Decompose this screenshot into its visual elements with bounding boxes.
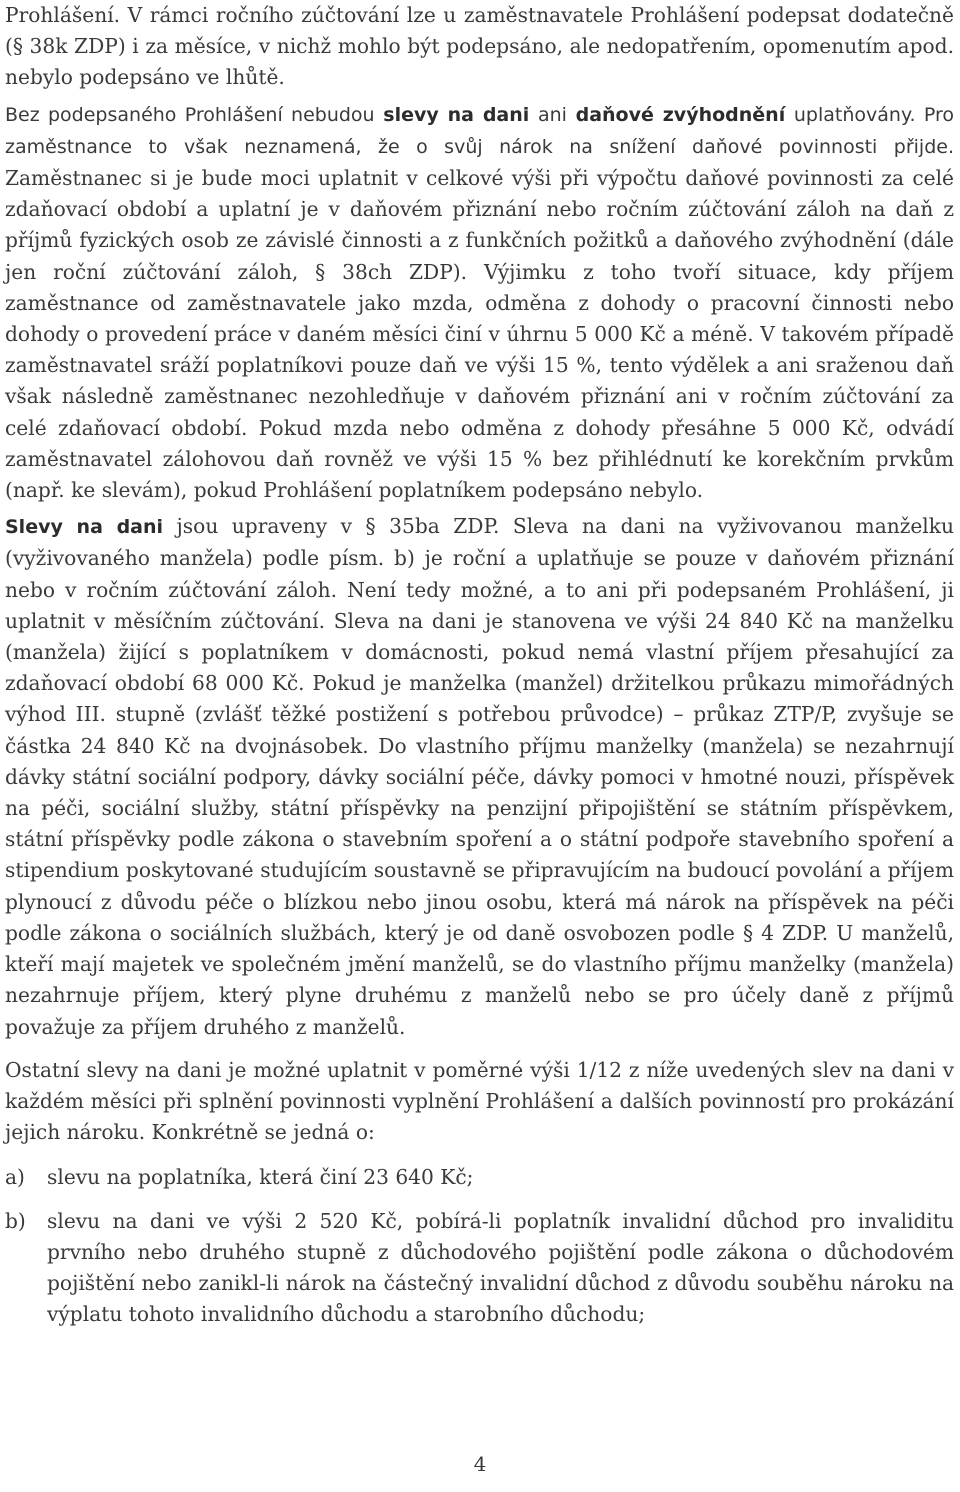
list-item xyxy=(5,1206,954,1331)
bold-term-slevy-heading: Slevy na dani xyxy=(5,516,164,539)
paragraph-2 xyxy=(5,99,954,507)
list-item-text: slevu na poplatníka, která činí 23 640 Kč; xyxy=(47,1165,474,1190)
page-number: 4 xyxy=(473,1452,487,1476)
list-marker: a) xyxy=(5,1165,25,1190)
paragraph-4: Ostatní slevy na dani je možné uplatnit v poměrné výši 1/12 z níže uvedených slev na dani v každém měsíci při splnění povinnosti vyplnění Prohlášení a dalších povinností pro prokázání jejich nároku. Konkrétně se jedná o: xyxy=(5,1057,954,1145)
paragraph-2-mid: ani xyxy=(537,103,567,126)
list-item xyxy=(5,1162,954,1193)
bold-term-slevy: slevy na dani xyxy=(383,103,530,126)
discount-list xyxy=(5,1162,954,1330)
list-item-text: slevu na dani ve výši 2 520 Kč, pobírá-li poplatník invalidní důchod pro invaliditu prvního nebo druhého stupně z důchodového pojištění podle zákona o důchodovém pojištění nebo zanikl-li nárok na částečný invalidní důchod z důvodu souběhu nároku na výplatu tohoto invalidního důchodu a starobního důchodu; xyxy=(47,1208,954,1327)
paragraph-2-continuation: Zaměstnanec si je bude moci uplatnit v celkové výši při výpočtu daňové povinnosti za celé zdaňovací období a uplatní je v daňovém přiznání nebo ročním zúčtování záloh na daň z příjmů fyzických osob ze závislé činnosti a z funkčních požitků a daňového zvýhodnění (dále jen roční zúčtování záloh, § 38ch ZDP). Výjimku z toho tvoří situace, kdy příjem zaměstnance od zaměstnavatele jako mzda, odměna z dohody o pracovní činnosti nebo dohody o provedení práce v daném měsíci činí v úhrnu 5 000 Kč a méně. V takovém případě zaměstnavatel sráží poplatníkovi pouze daň ve výši 15 %, tento výdělek a ani sraženou daň však následně zaměstnanec nezohledňuje v daňovém přiznání ani v ročním zúčtování za celé zdaňovací období. Pokud mzda nebo odměna z dohody přesáhne 5 000 Kč, odvádí zaměstnavatel zálohovou daň rovněž ve výši 15 % bez přihlédnutí ke korekčním prvkům (např. ke slevám), pokud Prohlášení poplatníkem podepsáno nebylo. xyxy=(5,166,954,503)
list-marker: b) xyxy=(5,1208,26,1233)
paragraph-1: Prohlášení. V rámci ročního zúčtování lze u zaměstnavatele Prohlášení podepsat dodatečně (§ 38k ZDP) i za měsíce, v nichž mohlo být podepsáno, ale nedopatřením, opomenutím apod. nebylo podepsáno ve lhůtě. xyxy=(5,3,954,90)
paragraph-3 xyxy=(5,511,954,1042)
paragraph-3-rest: jsou upraveny v § 35ba ZDP. Sleva na dani na vyživovanou manželku (vyživovaného manžela) podle písm. b) je roční a uplatňuje se pouze v daňovém přiznání nebo v ročním zúčtování záloh. Není tedy možné, a to ani při podepsaném Prohlášení, ji uplatnit v měsíčním zúčtování. Sleva na dani je stanovena ve výši 24 840 Kč na manželku (manžela) žijící s poplatníkem v domácnosti, pokud nemá vlastní příjem přesahující za zdaňovací období 68 000 Kč. Pokud je manželka (manžel) držitelkou průkazu mimořádných výhod III. stupně (zvlášť těžké postižení s potřebou průvodce) – průkaz ZTP/P, zvyšuje se částka 24 840 Kč na dvojnásobek. Do vlastního příjmu manželky (manžela) se nezahrnují dávky státní sociální podpory, dávky sociální péče, dávky pomoci v hmotné nouzi, příspěvek na péči, sociální služby, státní příspěvky na penzijní připojištění se státním příspěvkem, státní příspěvky podle zákona o stavebním spoření a o státní podpoře stavebního spoření a stipendium poskytované studujícím soustavně se připravujícím na budoucí povolání a příjem plynoucí z důvodu péče o blízkou nebo jinou osobu, která má nárok na příspěvek na péči podle zákona o sociálních službách, který je od daně osvobozen podle § 4 ZDP. U manželů, kteří mají majetek ve společném jmění manželů, se do vlastního příjmu manželky (manžela) nezahrnuje příjem, který plyne druhému z manželů nebo se pro účely daně z příjmů považuje za příjem druhého z manželů. xyxy=(5,514,955,1039)
paragraph-2-rest: uplatňovány. Pro zaměstnance to však neznamená, že o svůj nárok na snížení daňové povinnosti přijde. xyxy=(5,103,954,158)
bold-term-zvyhodneni: daňové zvýhodnění xyxy=(575,103,786,126)
paragraph-2-intro: Bez podepsaného Prohlášení nebudou xyxy=(5,103,375,126)
